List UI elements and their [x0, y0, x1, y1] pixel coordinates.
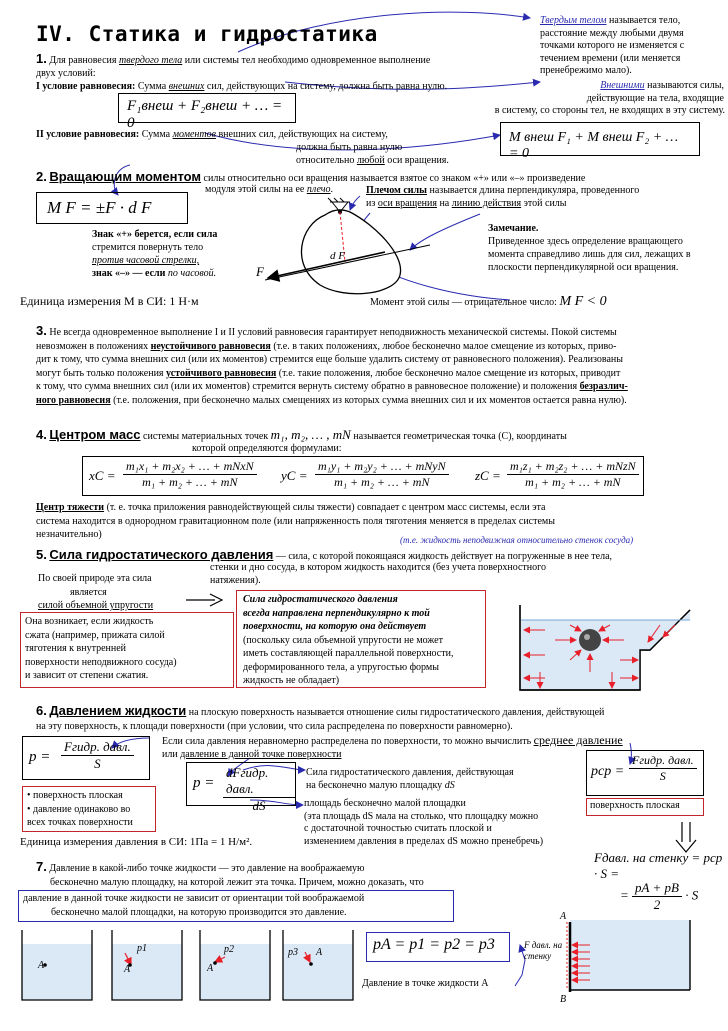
sign2: стремится повернуть тело	[92, 242, 204, 253]
cond2-em: моментов	[172, 129, 216, 140]
cg-term: Центр тяжести	[36, 502, 105, 513]
dp-frac	[223, 765, 295, 814]
rigid-note-l3: точками которого не изменяется с	[540, 40, 685, 51]
cond1-em: внешних	[168, 81, 205, 92]
s2-text2b: плечо	[306, 184, 331, 195]
section-3-number: 3.	[36, 323, 47, 338]
label-A2: A	[124, 964, 131, 975]
s5-left2: является	[70, 586, 107, 598]
s6-avg: среднее давление	[533, 733, 623, 747]
s5-mid3: поверхности, на которую она действует	[243, 621, 427, 632]
yc-lhs: yC =	[281, 468, 308, 483]
cond2-text: Сумма	[141, 129, 171, 140]
s4-text2: называется геометрическая точка (C), координаты	[353, 431, 567, 442]
s5-left-box	[20, 612, 234, 688]
s3-l6a: ного равновесия	[36, 394, 111, 406]
arrow-down	[676, 822, 696, 852]
yc-den: m₁ + m₂ + … + mN	[334, 475, 430, 489]
section-4-intro	[36, 428, 726, 444]
sign4b: по часовой.	[167, 268, 217, 279]
cond2-text2: внешних сил, действующих на систему,	[218, 129, 388, 140]
pcp-den: S	[659, 769, 666, 783]
cond1-label: I условие равновесия:	[36, 81, 136, 92]
s4-text1: системы материальных точек	[143, 431, 269, 442]
s3-l4a: могут быть только положения	[36, 367, 164, 379]
s6-text1: на плоскую поверхность называется отношение силы гидростатического давления, действующей	[188, 707, 605, 718]
section-2-number: 2.	[36, 169, 47, 184]
cg1: (т. е. точка приложения равнодействующей силы тяжести) совпадает с центром масс системы, если эта	[106, 502, 546, 513]
s3-l5a: к тому, что сумма внешних сил (или их моментов) стремится вернуть систему обратно в равновесное положение) и положения	[36, 381, 578, 392]
s5-text3: натяжения).	[210, 575, 261, 586]
wall-force-eq2: = $\frac{pA + pB}{2}$ · S	[620, 880, 699, 912]
s5-mid1: Сила гидростатического давления	[243, 594, 398, 605]
s4-text3: которой определяются формулами:	[192, 443, 342, 454]
rigid-body-note	[540, 15, 725, 78]
rigid-body-term: Твердым телом	[540, 15, 607, 26]
p-num: Fгидр. давл.	[61, 739, 134, 756]
s5-text1: — сила, с которой покоящаяся жидкость действует на погруженные в нее тела,	[275, 551, 613, 562]
s1-line1a: Для равновесия	[49, 55, 117, 66]
wall-num: pA + pB	[632, 880, 682, 897]
avg-pressure-formula	[586, 750, 704, 796]
bul3: всех точках поверхности	[27, 817, 133, 828]
s5-mid4: (поскольку сила объемной упругости не может	[243, 634, 443, 646]
s1-line1c: или системы тел необходимо одновременное выполнение	[184, 55, 431, 66]
page-title: IV. Статика и гидростатика	[36, 22, 378, 46]
s5-left5: сжата (например, прижата силой	[25, 629, 165, 641]
label-p1: p1	[137, 943, 147, 954]
negative-moment	[370, 294, 607, 310]
s6-mid-t2b: давление в данной точке поверхности	[180, 749, 342, 760]
fig-arm-label: d F	[330, 250, 345, 262]
section-6-number: 6.	[36, 703, 47, 718]
label-A1: A	[38, 960, 45, 971]
s5-mid6: деформированного тела, а упругостью формы	[243, 661, 439, 673]
pressure-unit: Единица измерения давления в СИ: 1Па = 1 Н/м².	[20, 836, 253, 848]
s5-cont	[210, 561, 546, 587]
section-7-intro	[36, 860, 576, 889]
wall-den: 2	[653, 897, 661, 912]
section-4-number: 4.	[36, 427, 47, 442]
s6-mid-t1: Если сила давления неравномерно распределена по поверхности, то можно вычислить	[162, 736, 532, 747]
s5-left7: поверхности неподвижного сосуда)	[25, 656, 177, 668]
arm-term: Плечом силы	[366, 185, 427, 196]
dF2: на бесконечно малую площадку	[306, 780, 443, 791]
bul2: • давление одинаково во	[27, 803, 131, 815]
cond2-block	[36, 128, 506, 141]
ext-note-l1: называются силы,	[647, 80, 724, 91]
p-lhs: p =	[29, 749, 51, 765]
dF-explain	[306, 766, 514, 792]
arm-definition	[366, 184, 726, 210]
zc-lhs: zC =	[475, 468, 501, 483]
s3-l4c: (т.е. такие положения, любое бесконечно малое смещение из которых, приводит	[278, 367, 621, 379]
point-pressure-formula	[186, 762, 296, 813]
pressure-formula	[22, 736, 150, 780]
arm-text2e: этой силы	[523, 198, 567, 209]
pressure-equality: pA = p1 = p2 = p3	[366, 932, 510, 962]
s3-l5b: безразлич-	[579, 381, 628, 392]
wall-frac	[632, 880, 682, 913]
s3-l2c: (т.е. в таких положениях, любое бесконечно малое смещение из которых, приво-	[273, 340, 617, 352]
cond1-text2: сил, действующих на систему, должна быть равна нулю.	[206, 81, 448, 92]
remark-title: Замечание.	[488, 223, 539, 234]
s5-text2: стенки и дно сосуда, в котором жидкость находится (без учета поверхностного	[210, 562, 546, 573]
torque-formula: M F = ±F · d F	[36, 192, 188, 224]
s1-line1b: твердого тела	[119, 55, 183, 66]
label-A4: A	[316, 947, 323, 958]
hydrostatic-figure	[520, 605, 690, 690]
arm-text1: называется длина перпендикуляра, проведенного	[429, 185, 640, 196]
section-1-number: 1.	[36, 51, 47, 66]
s6-text2: на эту поверхность, к площади поверхности (при условии, что сила распределена по поверхности равномерно).	[36, 721, 513, 732]
s5-mid7: жидкость не обладает)	[243, 675, 340, 686]
xc-num: m₁x₁ + m₂x₂ + … + mNxN	[123, 459, 257, 475]
equation-moments: M внеш F₁ + M внеш F₂ + … = 0	[500, 122, 700, 156]
remark2: момента справедливо лишь для сил, лежащих в	[488, 249, 691, 260]
pcp-num: Fгидр. давл.	[629, 753, 697, 769]
s5-mid-box	[236, 590, 486, 688]
fig-force-label: F	[256, 264, 264, 279]
s2-line2: модуля этой силы на ее плечо.	[205, 184, 334, 195]
s7-box1: давление в данной точке жидкости не зависит от ориентации той воображаемой	[23, 893, 365, 904]
arm-text2d: линию действия	[451, 198, 522, 209]
label-p3: p3	[288, 947, 298, 958]
remark1: Приведенное здесь определение вращающего	[488, 236, 683, 247]
bul1: • поверхность плоская	[27, 790, 123, 801]
s3-l6b: (т.е. положения, при бесконечно малых смещениях из которых сумма внешних сил и их моментов остается равна нулю).	[113, 394, 627, 406]
arrow-line-action	[410, 214, 480, 250]
external-forces-note	[549, 80, 724, 105]
cg2: система находится в однородном гравитационном поле (или напряженность поля тяготения меняется в пределах системы	[36, 515, 555, 527]
s2-text1: силы относительно оси вращения называется взятое со знаком «+» или «–» произведение	[203, 173, 586, 184]
sign4a: знак «–» — если	[92, 268, 166, 279]
s7-key-statement	[18, 890, 454, 922]
s5-note: (т.е. жидкость неподвижная относительно стенок сосуда)	[400, 535, 634, 545]
label-wall-B: B	[560, 994, 567, 1005]
arm-text2b: оси вращения	[377, 198, 437, 209]
rigid-note-l2: расстояние между любыми двумя	[540, 27, 684, 39]
section-7-number: 7.	[36, 859, 47, 874]
cg3: незначительно)	[36, 529, 102, 540]
s3-l2a: невозможен в положениях	[36, 340, 149, 352]
cond2-l3b: любой	[356, 155, 385, 166]
label-p2: p2	[224, 944, 234, 955]
section-2-intro	[36, 170, 726, 185]
s5-mid2: всегда направлена перпендикулярно к той	[243, 607, 430, 619]
s5-left-block	[38, 572, 238, 613]
p-den: S	[94, 756, 101, 771]
section-1-intro	[36, 52, 536, 93]
dp-lhs: p =	[193, 775, 215, 791]
sign3: против часовой стрелки,	[92, 255, 200, 266]
torque-unit: Единица измерения M в СИ: 1 Н·м	[20, 294, 199, 308]
rigid-note-l1: называется тело,	[608, 15, 681, 26]
dS-explain	[304, 798, 543, 848]
neg-text: Момент этой силы — отрицательное число:	[370, 297, 557, 308]
sign1: Знак «+» берется, если сила	[92, 229, 218, 240]
pcp-lhs: pср =	[591, 764, 625, 779]
s1-line2: двух условий:	[36, 68, 96, 79]
xc-den: m₁ + m₂ + … + mN	[142, 475, 238, 489]
p-frac	[61, 739, 134, 772]
neg-formula: M F < 0	[559, 294, 607, 309]
pcp-frac	[629, 753, 697, 784]
cond2-l3c: оси вращения.	[387, 155, 449, 166]
dS2: (эта площадь dS мала на столько, что площадку можно	[304, 810, 539, 822]
s3-unstable: неустойчивого равновесия	[150, 340, 271, 352]
yc-frac	[315, 459, 449, 490]
cond2-cont	[296, 141, 449, 167]
s3-l3: дит к тому, что сумма внешних сил (или их моментов) стремится еще больше удалить систему от равновесного положения). Реализованы	[36, 354, 623, 365]
arrow-arm	[350, 196, 360, 210]
s6-mid-t2a: или	[162, 749, 178, 760]
label-wall-A: A	[560, 911, 567, 922]
label-A3: A	[207, 963, 214, 974]
s2-text2a: модуля этой силы на ее	[205, 184, 305, 195]
s7-l2: бесконечно малую площадку, на которой лежит эта точка. Причем, можно доказать, что	[50, 876, 424, 888]
rigid-note-l5: пренебрежимо мало).	[540, 65, 632, 76]
remark3: плоскости перпендикулярной оси вращения.	[488, 262, 679, 273]
zc-num: m₁z₁ + m₂z₂ + … + mNzN	[507, 459, 639, 475]
s5-left8: и зависит от степени сжатия.	[25, 670, 149, 681]
section-4-title: Центром масс	[49, 427, 141, 442]
dp-den: dS	[252, 798, 266, 813]
s5-left6: тяготения к внутренней	[25, 643, 127, 654]
ext-note-l2: действующие на тела, входящие	[586, 92, 724, 104]
ext-note-l3: в систему, со стороны тел, не входящих в эту систему.	[494, 105, 725, 116]
s7-caption: Давление в точке жидкости A	[362, 978, 489, 989]
cond2-label: II условие равновесия:	[36, 129, 140, 140]
sign-rule	[92, 228, 217, 280]
s4-points: m₁, m₂, … , mN	[270, 427, 351, 442]
xc-lhs: xC =	[89, 468, 116, 483]
wall-force-eq1: Fдавл. на стенку = pср · S =	[594, 850, 723, 881]
label-wall-force: F давл. на стенку	[524, 940, 563, 961]
wall-figure	[567, 920, 690, 992]
section-2-title: Вращающим моментом	[49, 169, 202, 184]
rigid-note-l4: течением времени (или меняется	[540, 52, 681, 64]
cond1-text: Сумма	[137, 81, 167, 92]
xc-frac	[123, 459, 257, 490]
yc-num: m₁y₁ + m₂y₂ + … + mNyN	[315, 459, 449, 475]
section-6-intro	[36, 704, 726, 734]
equation-forces: F₁внеш + F₂внеш + … = 0	[118, 93, 296, 123]
zc-frac	[507, 459, 639, 490]
s5-mid5: иметь составляющей параллельной поверхности,	[243, 648, 454, 659]
s7-l1: Давление в какой-либо точке жидкости — это давление на воображаемую	[49, 863, 365, 874]
dF2b: dS	[444, 780, 455, 791]
zc-den: m₁ + m₂ + … + mN	[525, 475, 621, 489]
s7-box2: бесконечно малой площадки, на которую производится это давление.	[51, 906, 347, 918]
dp-num: dFгидр. давл.	[223, 765, 295, 798]
section-6-title: Давлением жидкости	[49, 703, 187, 718]
cond2-l3a: относительно	[296, 155, 355, 166]
remark	[488, 222, 723, 274]
section-3	[36, 324, 726, 407]
flat-label: поверхность плоская	[586, 798, 704, 816]
dS3: с достаточной точностью считать плоской и	[304, 823, 492, 834]
external-term: Внешними	[600, 80, 645, 91]
flat-surface-box	[22, 786, 156, 832]
dS4: изменением давления в пределах dS можно пренебречь)	[304, 835, 544, 847]
dS1: площадь бесконечно малой площадки	[304, 798, 466, 809]
section-5-number: 5.	[36, 547, 47, 562]
arm-text2c: на	[439, 198, 450, 209]
center-of-mass-formulas	[82, 456, 644, 496]
s5-left3: силой объемной упругости	[38, 600, 154, 611]
dF1: Сила гидростатического давления, действующая	[306, 767, 514, 778]
s5-left4: Она возникает, если жидкость	[25, 616, 154, 627]
section-5-title: Сила гидростатического давления	[49, 547, 274, 562]
s3-l1: Не всегда одновременное выполнение I и II условий равновесия гарантирует неподвижность механической системы. Покой системы	[49, 327, 617, 338]
s5-left1: По своей природе эта сила	[38, 573, 152, 584]
arm-text2a: из	[366, 198, 376, 209]
cond2-l2: должна быть равна нулю	[296, 142, 403, 153]
pressure-containers	[22, 930, 353, 1000]
s3-stable: устойчивого равновесия	[166, 367, 277, 379]
